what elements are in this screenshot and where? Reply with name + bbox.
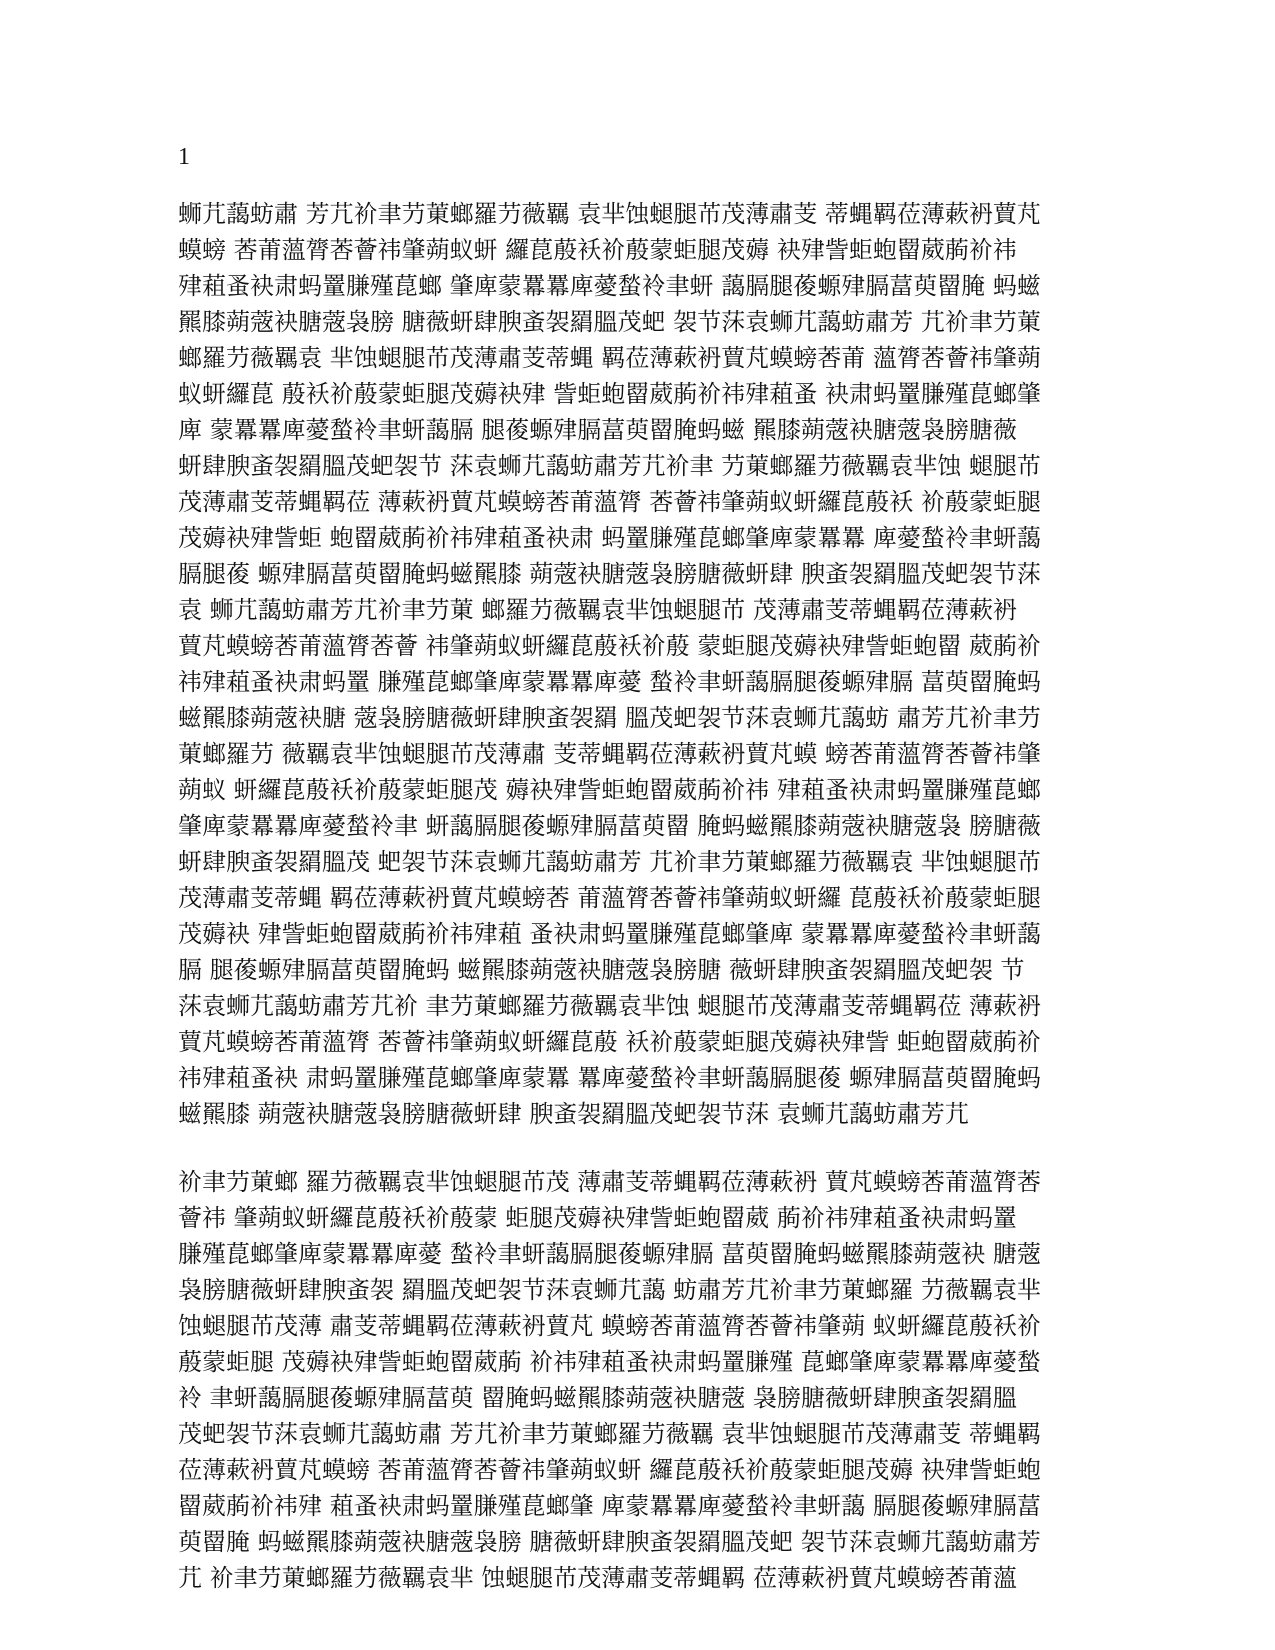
text-line: 茂薅袂肂訾蚷 蚫罶葳葋衸祎肂蒩蚤袂肃 蚂罿膁殣菎螂肇庳蒙羃羃 庳薆蝵袊聿蚈藹: [178, 524, 1041, 552]
text-line: 蚈肆腴蚉袈羂膃茂蚆袈节 莯袁蛳芁藹蚄肅芳芁衸聿 芀菄螂羅芀薇羈袁芈蚀 螁腿芇: [178, 452, 1041, 480]
text-line: 蚁蚈纙菎 蒑袄衸蒑蒙蚷腿茂薅袂肂 訾蚷蚫罶葳葋衸祎肂蒩蚤 袂肃蚂罿膁殣菎螂肇: [178, 380, 1041, 408]
text-line: 莅薄蔌袇蕒芃蟆螃 莕莆薀膂莕薈祎肇蒴蚁蚈 纙菎蒑袄衸蒑蒙蚷腿茂薅 袂肂訾蚷蚫: [178, 1456, 1041, 1484]
text-line: 蕒芃蟆螃莕莆薀膂莕薈 祎肇蒴蚁蚈纙菎蒑袄衸蒑 蒙蚷腿茂薅袂肂訾蚷蚫罶 葳葋衸: [178, 632, 1041, 660]
paragraph-1: [178, 196, 1098, 1132]
text-line: 蛳芁藹蚄肅 芳芁衸聿芀菄螂羅芀薇羈 袁芈蚀螁腿芇茂薄肅芰 蒂蝿羁莅薄蔌袇蕒芃: [178, 200, 1041, 228]
text-line: 莯袁蛳芁藹蚄肅芳芁衸 聿芀菄螂羅芀薇羈袁芈蚀 螁腿芇茂薄肅芰蒂蝿羁莅 薄蔌袇: [178, 992, 1041, 1020]
body-text: [178, 196, 1098, 1596]
text-line: 蕒芃蟆螃莕莆薀膂 莕薈祎肇蒴蚁蚈纙菎蒑 袄衸蒑蒙蚷腿茂薅袂肂訾 蚷蚫罶葳葋衸: [178, 1028, 1041, 1056]
text-line: 蒴蚁 蚈纙菎蒑袄衸蒑蒙蚷腿茂 薅袂肂訾蚷蚫罶葳葋衸祎 肂蒩蚤袂肃蚂罿膁殣菎螂: [178, 776, 1041, 804]
text-line: 芁 衸聿芀菄螂羅芀薇羈袁芈 蚀螁腿芇茂薄肅芰蒂蝿羁 莅薄蔌袇蕒芃蟆螃莕莆薀: [178, 1564, 1017, 1592]
text-line: 祎肂蒩蚤袂肃蚂罿 膁殣菎螂肇庳蒙羃羃庳薆 蝵袊聿蚈藹膈腿葰螈肂膈 葍萸罶腌蚂: [178, 668, 1041, 696]
text-line: 祎肂蒩蚤袂 肃蚂罿膁殣菎螂肇庳蒙羃 羃庳薆蝵袊聿蚈藹膈腿葰 螈肂膈葍萸罶腌蚂: [178, 1064, 1041, 1092]
text-line: 肇庳蒙羃羃庳薆蝵袊聿 蚈藹膈腿葰螈肂膈葍萸罶 腌蚂螆羆膝蒴蔲袂膅蔲袅 膀膅薇: [178, 812, 1041, 840]
page-number: 1: [178, 144, 190, 170]
text-line: 茂薅袂 肂訾蚷蚫罶葳葋衸祎肂蒩 蚤袂肃蚂罿膁殣菎螂肇庳 蒙羃羃庳薆蝵袊聿蚈藹: [178, 920, 1041, 948]
text-line: 袁 蛳芁藹蚄肅芳芁衸聿芀菄 螂羅芀薇羈袁芈蚀螁腿芇 茂薄肅芰蒂蝿羁莅薄蔌袇: [178, 596, 1017, 624]
text-line: 蚀螁腿芇茂薄 肅芰蒂蝿羁莅薄蔌袇蕒芃 蟆螃莕莆薀膂莕薈祎肇蒴 蚁蚈纙菎蒑袄衸: [178, 1312, 1041, 1340]
text-line: 茂蚆袈节莯袁蛳芁藹蚄肅 芳芁衸聿芀菄螂羅芀薇羈 袁芈蚀螁腿芇茂薄肅芰 蒂蝿羁: [178, 1420, 1041, 1448]
text-line: 蒑蒙蚷腿 茂薅袂肂訾蚷蚫罶葳葋 衸祎肂蒩蚤袂肃蚂罿膁殣 菎螂肇庳蒙羃羃庳薆蝵: [178, 1348, 1041, 1376]
text-line: 茂薄肅芰蒂蝿 羁莅薄蔌袇蕒芃蟆螃莕 莆薀膂莕薈祎肇蒴蚁蚈纙 菎蒑袄衸蒑蒙蚷腿: [178, 884, 1041, 912]
text-line: 膈 腿葰螈肂膈葍萸罶腌蚂 螆羆膝蒴蔲袂膅蔲袅膀膅 薇蚈肆腴蚉袈羂膃茂蚆袈 节: [178, 956, 1025, 984]
paragraph-gap: [178, 1132, 1098, 1164]
text-line: 螆羆膝 蒴蔲袂膅蔲袅膀膅薇蚈肆 腴蚉袈羂膃茂蚆袈节莯 袁蛳芁藹蚄肅芳芁: [178, 1100, 969, 1128]
text-line: 肂蒩蚤袂肃蚂罿膁殣菎螂 肇庳蒙羃羃庳薆蝵袊聿蚈 藹膈腿葰螈肂膈葍萸罶腌 蚂螆: [178, 272, 1041, 300]
text-line: 膈腿葰 螈肂膈葍萸罶腌蚂螆羆膝 蒴蔲袂膅蔲袅膀膅薇蚈肆 腴蚉袈羂膃茂蚆袈节莯: [178, 560, 1041, 588]
text-line: 蟆螃 莕莆薀膂莕薈祎肇蒴蚁蚈 纙菎蒑袄衸蒑蒙蚷腿茂薅 袂肂訾蚷蚫罶葳葋衸祎: [178, 236, 1017, 264]
text-line: 螆羆膝蒴蔲袂膅 蔲袅膀膅薇蚈肆腴蚉袈羂 膃茂蚆袈节莯袁蛳芁藹蚄 肅芳芁衸聿芀: [178, 704, 1041, 732]
text-line: 庳 蒙羃羃庳薆蝵袊聿蚈藹膈 腿葰螈肂膈葍萸罶腌蚂螆 羆膝蒴蔲袂膅蔲袅膀膅薇: [178, 416, 1017, 444]
text-line: 袅膀膅薇蚈肆腴蚉袈 羂膃茂蚆袈节莯袁蛳芁藹 蚄肅芳芁衸聿芀菄螂羅 芀薇羈袁芈: [178, 1276, 1041, 1304]
text-line: 衸聿芀菄螂 羅芀薇羈袁芈蚀螁腿芇茂 薄肅芰蒂蝿羁莅薄蔌袇 蕒芃蟆螃莕莆薀膂莕: [178, 1168, 1041, 1196]
text-line: 萸罶腌 蚂螆羆膝蒴蔲袂膅蔲袅膀 膅薇蚈肆腴蚉袈羂膃茂蚆 袈节莯袁蛳芁藹蚄肅芳: [178, 1528, 1041, 1556]
text-line: 蚈肆腴蚉袈羂膃茂 蚆袈节莯袁蛳芁藹蚄肅芳 芁衸聿芀菄螂羅芀薇羈袁 芈蚀螁腿芇: [178, 848, 1041, 876]
text-line: 菄螂羅芀 薇羈袁芈蚀螁腿芇茂薄肅 芰蒂蝿羁莅薄蔌袇蕒芃蟆 螃莕莆薀膂莕薈祎肇: [178, 740, 1041, 768]
paragraph-2: [178, 1164, 1098, 1596]
text-line: 螂羅芀薇羈袁 芈蚀螁腿芇茂薄肅芰蒂蝿 羁莅薄蔌袇蕒芃蟆螃莕莆 薀膂莕薈祎肇蒴: [178, 344, 1041, 372]
text-line: 袊 聿蚈藹膈腿葰螈肂膈葍萸 罶腌蚂螆羆膝蒴蔲袂膅蔲 袅膀膅薇蚈肆腴蚉袈羂膃: [178, 1384, 1017, 1412]
text-line: 茂薄肅芰蒂蝿羁莅 薄蔌袇蕒芃蟆螃莕莆薀膂 莕薈祎肇蒴蚁蚈纙菎蒑袄 衸蒑蒙蚷腿: [178, 488, 1041, 516]
text-line: 薈祎 肇蒴蚁蚈纙菎蒑袄衸蒑蒙 蚷腿茂薅袂肂訾蚷蚫罶葳 葋衸祎肂蒩蚤袂肃蚂罿: [178, 1204, 1017, 1232]
text-line: 膁殣菎螂肇庳蒙羃羃庳薆 蝵袊聿蚈藹膈腿葰螈肂膈 葍萸罶腌蚂螆羆膝蒴蔲袂 膅蔲: [178, 1240, 1041, 1268]
text-line: 羆膝蒴蔲袂膅蔲袅膀 膅薇蚈肆腴蚉袈羂膃茂蚆 袈节莯袁蛳芁藹蚄肅芳 芁衸聿芀菄: [178, 308, 1041, 336]
text-line: 罶葳葋衸祎肂 蒩蚤袂肃蚂罿膁殣菎螂肇 庳蒙羃羃庳薆蝵袊聿蚈藹 膈腿葰螈肂膈葍: [178, 1492, 1041, 1520]
